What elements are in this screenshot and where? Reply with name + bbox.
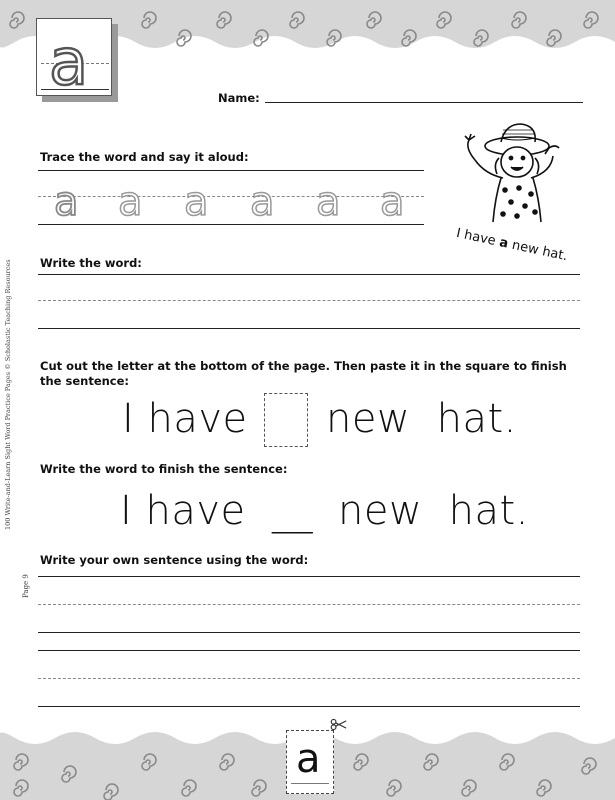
cut-sentence-start: I have: [122, 396, 248, 442]
cut-instruction-line2: the sentence:: [40, 374, 130, 388]
paste-square[interactable]: [264, 393, 308, 447]
finish-sentence-start: I have: [120, 488, 246, 534]
write-instruction: Write the word:: [40, 256, 142, 270]
illustration-caption: I have a new hat.: [454, 226, 569, 265]
name-line[interactable]: [265, 102, 583, 103]
trace-letter[interactable]: a: [380, 179, 405, 225]
girl-with-hat-illustration: [455, 118, 575, 228]
trace-letters-row: [54, 179, 424, 228]
copyright-side-text: 100 Write-and-Learn Sight Word Practice Pages © Scholastic Teaching Resources: [4, 259, 12, 530]
own-line-1-mid: [38, 604, 580, 605]
write-top-rule: [38, 274, 580, 275]
own-line-2-base[interactable]: [38, 706, 580, 707]
name-label: Name:: [218, 91, 260, 105]
write-mid-rule: [38, 300, 580, 301]
trace-letter[interactable]: a: [54, 179, 79, 225]
cut-sentence-end: new hat.: [326, 396, 517, 442]
own-line-1-top: [38, 576, 580, 577]
trace-letter[interactable]: a: [316, 179, 341, 225]
header-letter: a: [49, 26, 89, 100]
trace-top-rule: [38, 170, 424, 171]
own-line-2-top: [38, 650, 580, 651]
trace-instruction: Trace the word and say it aloud:: [40, 150, 249, 164]
finish-sentence-end: new hat.: [338, 488, 529, 534]
cut-instruction-line1: Cut out the letter at the bottom of the page. Then paste it in the square to finish: [40, 359, 567, 373]
trace-letter[interactable]: a: [184, 179, 209, 225]
page-number: Page 9: [22, 574, 30, 598]
scissors-icon: [330, 718, 348, 731]
caption-highlight-word: a: [497, 235, 510, 252]
cutout-letter: a: [296, 736, 321, 782]
trace-letter[interactable]: a: [118, 179, 143, 225]
own-line-1-base[interactable]: [38, 632, 580, 633]
letter-box: [36, 18, 120, 104]
finish-instruction: Write the word to finish the sentence:: [40, 462, 288, 476]
finish-blank[interactable]: __: [272, 488, 313, 534]
trace-letter[interactable]: a: [250, 179, 275, 225]
own-sentence-instruction: Write your own sentence using the word:: [40, 553, 309, 567]
own-line-2-mid: [38, 678, 580, 679]
cutout-letter-box[interactable]: [286, 730, 334, 794]
write-base-rule[interactable]: [38, 328, 580, 329]
